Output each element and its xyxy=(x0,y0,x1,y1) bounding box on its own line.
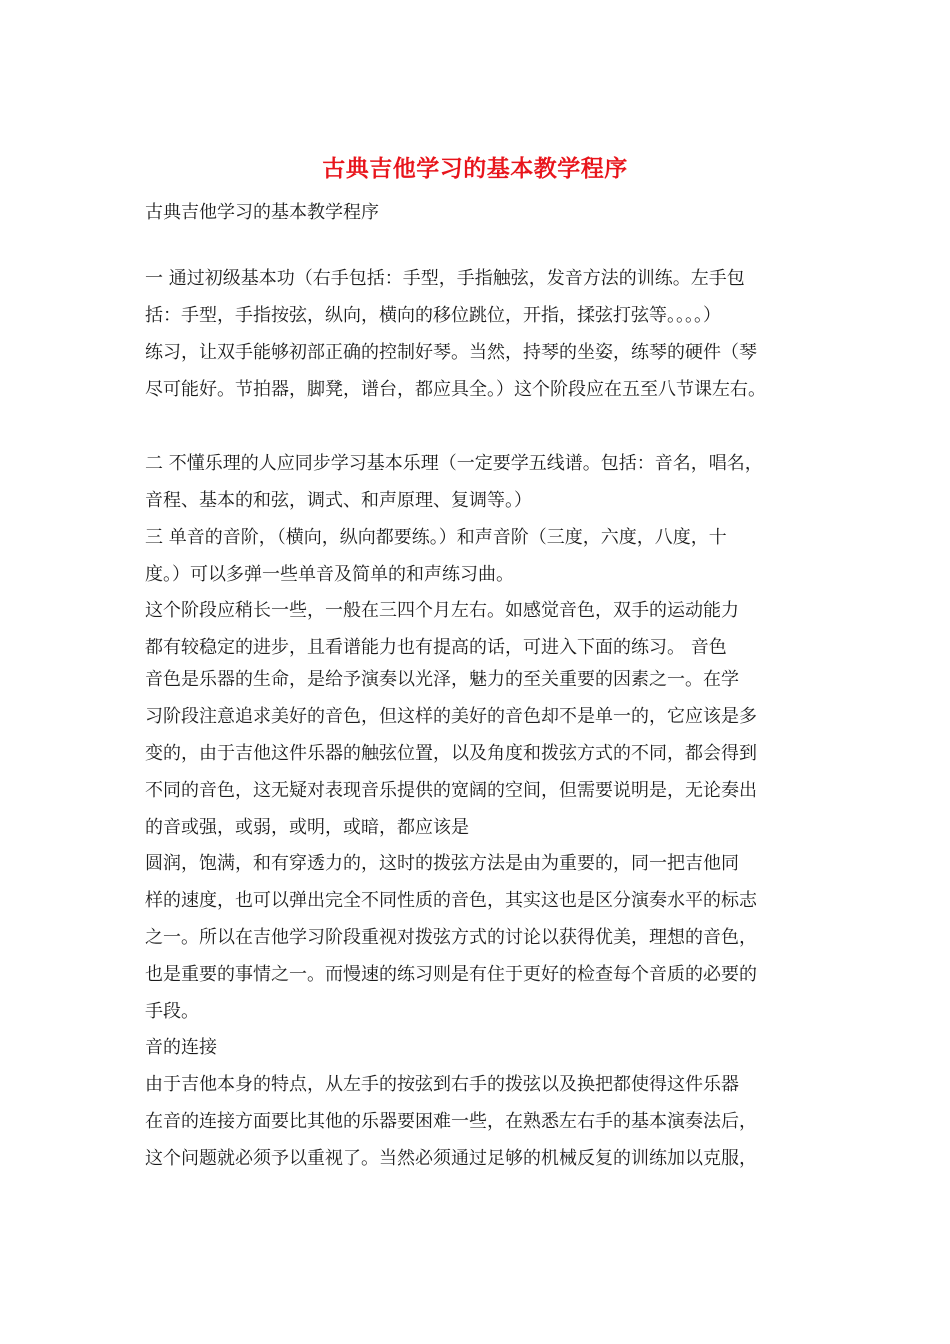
subtitle-line: 古典吉他学习的基本教学程序 xyxy=(145,202,379,223)
paragraph-line: 练习，让双手能够初部正确的控制好琴。当然，持琴的坐姿，练琴的硬件（琴 xyxy=(145,342,757,363)
paragraph-line: 这个问题就必须予以重视了。当然必须通过足够的机械反复的训练加以克服， xyxy=(145,1148,757,1169)
paragraph-line: 括：手型，手指按弦，纵向，横向的移位跳位，开指，揉弦打弦等。。。。） xyxy=(145,305,721,326)
paragraph-line: 尽可能好。节拍器，脚凳，谱台，都应具全。）这个阶段应在五至八节课左右。 xyxy=(145,379,766,400)
paragraph-line: 这个阶段应稍长一些，一般在三四个月左右。如感觉音色，双手的运动能力 xyxy=(145,600,739,621)
paragraph-line: 圆润，饱满，和有穿透力的，这时的拨弦方法是由为重要的，同一把吉他同 xyxy=(145,853,739,874)
paragraph-line: 样的速度，也可以弹出完全不同性质的音色，其实这也是区分演奏水平的标志 xyxy=(145,890,757,911)
section-heading: 音的连接 xyxy=(145,1037,217,1058)
document-title: 古典吉他学习的基本教学程序 xyxy=(322,155,628,182)
paragraph-line: 手段。 xyxy=(145,1001,199,1022)
paragraph-line: 三 单音的音阶，（横向，纵向都要练。）和声音阶（三度，六度，八度，十 xyxy=(145,527,727,548)
paragraph-line: 一 通过初级基本功（右手包括：手型，手指触弦，发音方法的训练。左手包 xyxy=(145,268,745,289)
paragraph-line: 由于吉他本身的特点，从左手的按弦到右手的拨弦以及换把都使得这件乐器 xyxy=(145,1074,739,1095)
paragraph-line: 都有较稳定的进步，且看谱能力也有提高的话，可进入下面的练习。 音色 xyxy=(145,637,727,658)
paragraph-line: 的音或强，或弱，或明，或暗，都应该是 xyxy=(145,817,469,838)
paragraph-line: 音色是乐器的生命，是给予演奏以光泽，魅力的至关重要的因素之一。在学 xyxy=(145,669,739,690)
paragraph-line: 也是重要的事情之一。而慢速的练习则是有住于更好的检查每个音质的必要的 xyxy=(145,964,757,985)
paragraph-line: 度。）可以多弹一些单音及简单的和声练习曲。 xyxy=(145,564,514,585)
paragraph-line: 二 不懂乐理的人应同步学习基本乐理（一定要学五线谱。包括：音名，唱名， xyxy=(145,453,763,474)
paragraph-line: 习阶段注意追求美好的音色，但这样的美好的音色却不是单一的，它应该是多 xyxy=(145,706,757,727)
paragraph-line: 在音的连接方面要比其他的乐器要困难一些，在熟悉左右手的基本演奏法后， xyxy=(145,1111,757,1132)
paragraph-line: 变的，由于吉他这件乐器的触弦位置，以及角度和拨弦方式的不同，都会得到 xyxy=(145,743,757,764)
paragraph-line: 音程、基本的和弦，调式、和声原理、复调等。） xyxy=(145,490,532,511)
paragraph-line: 不同的音色，这无疑对表现音乐提供的宽阔的空间，但需要说明是，无论奏出 xyxy=(145,780,757,801)
paragraph-line: 之一。所以在吉他学习阶段重视对拨弦方式的讨论以获得优美，理想的音色， xyxy=(145,927,757,948)
